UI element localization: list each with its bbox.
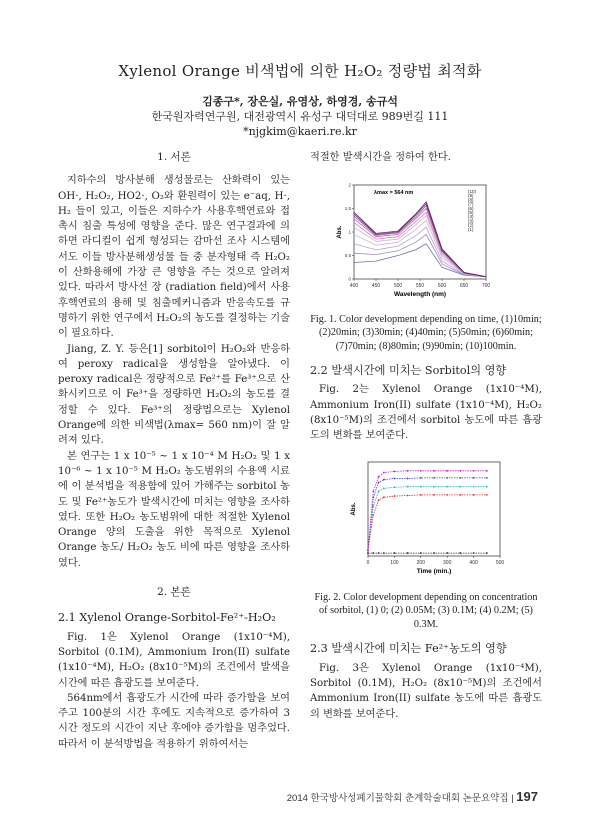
data-point (367, 549, 369, 551)
data-point (446, 477, 448, 479)
data-point (394, 486, 396, 488)
author-block (0, 94, 600, 139)
section-1-paragraph-1: 지하수의 방사분해 생성물로는 산화력이 있는 OH·, H₂O₂, HO2·, O₂와 환원력이 있는 e⁻aq, H·, H₂ 들이 있고, 이들은 지하수가 사용후핵연료와 접촉시 침출 특성에 영향을 준다. 많은 연구결과에 의하면 라디컬이 쉽게 형성되는 감마선 조사 시스템에서도 이들 방사분해생성물 들 중 분자형태 즉 H₂O₂이 산화용해에 가장 큰 영향을 주는 것으로 알려져 있다. 따라서 방사선 장 (radiation field)에서 사용후핵연료의 용해 및 침출메커니즘과 반응속도를 규명하기 위한 연구에서 H₂O₂의 농도를 결정하는 기술이 필요하다. (58, 175, 290, 340)
series-label: (10) (468, 189, 477, 195)
data-point (383, 478, 385, 480)
section-2-2-title: 2.2 발색시간에 미치는 Sorbitol의 영향 (310, 364, 507, 378)
y-tick-label: 0 (348, 276, 351, 282)
data-point (407, 469, 409, 471)
data-point (486, 469, 488, 471)
data-point (473, 477, 475, 479)
data-point (378, 490, 380, 492)
data-point (460, 469, 462, 471)
x-tick-label: 650 (459, 283, 469, 290)
series-label: (5) (468, 210, 474, 216)
right-column (310, 150, 542, 722)
figure-1-chart (310, 175, 542, 303)
left-column (58, 150, 290, 752)
affiliation: 한국원자력연구원, 대전광역시 유성구 대덕대로 989번길 111 (151, 110, 449, 123)
figure-1 (310, 175, 542, 308)
x-tick-label: 400 (349, 283, 359, 290)
data-point (407, 485, 409, 487)
x-axis-label: Time (min.) (416, 567, 452, 575)
data-point (473, 485, 475, 487)
data-point (407, 552, 409, 554)
x-tick-label: 200 (416, 559, 425, 566)
x-tick-label: 450 (371, 283, 381, 290)
page-number: 197 (516, 789, 538, 804)
page-footer: 2014 한국방사성폐기물학회 춘계학술대회 논문요약집 | 197 (286, 789, 538, 804)
y-axis-label: Abs. (351, 502, 357, 516)
section-1-title: 1. 서론 (157, 151, 191, 163)
x-tick-label: 600 (437, 283, 447, 290)
series-label: (6) (468, 206, 474, 212)
figure-1-caption: Fig. 1. Color development depending on time, (1)10min; (2)20min; (3)30min; (4)40min; (5)50min; (6)60min; (7)70min; (8)80min; (9)90min; (10)100min. (310, 313, 542, 352)
data-point (486, 494, 488, 496)
series-label: (1) (468, 227, 474, 233)
data-point (433, 494, 435, 496)
plot-frame (368, 462, 500, 556)
y-tick-label: 1.5 (344, 206, 351, 212)
data-point (460, 494, 462, 496)
data-point (383, 487, 385, 489)
x-tick-label: 550 (415, 283, 425, 290)
data-point (372, 552, 374, 554)
data-point (486, 552, 488, 554)
data-point (383, 496, 385, 498)
section-2-1-paragraph-1: Fig. 1은 Xylenol Orange (1x10⁻⁴M), Sorbitol (0.1M), Ammonium Iron(II) sulfate (1x10⁻⁴M), H₂O₂ (8x10⁻⁵M)의 조건에서 발색을 시간에 따른 흡광도를 보여준다. (58, 631, 290, 689)
x-tick-label: 700 (481, 283, 491, 290)
data-point (372, 490, 374, 492)
data-point (420, 469, 422, 471)
y-tick-label: 2 (348, 182, 351, 188)
section-2-title: 2. 본론 (157, 586, 191, 599)
data-point (460, 477, 462, 479)
data-point (383, 471, 385, 473)
data-point (446, 485, 448, 487)
series-label: (3) (468, 218, 474, 224)
authors: 김종구*, 장은실, 유영상, 하영경, 송규석 (202, 95, 398, 108)
data-point (460, 552, 462, 554)
data-point (420, 485, 422, 487)
data-point (394, 470, 396, 472)
figure-2-chart (310, 454, 542, 582)
x-tick-label: 400 (469, 559, 478, 566)
right-paragraph-0: 적절한 발색시간을 정하여 한다. (310, 152, 451, 163)
y-tick-label: 1 (348, 229, 351, 235)
data-point (446, 552, 448, 554)
footer-text: 2014 한국방사성폐기물학회 춘계학술대회 논문요약집 (286, 793, 509, 804)
y-tick-label: 0.5 (344, 253, 351, 259)
data-point (407, 477, 409, 479)
data-point (433, 552, 435, 554)
data-point (420, 552, 422, 554)
data-point (446, 469, 448, 471)
section-2-2-paragraph-1: Fig. 2는 Xylenol Orange (1x10⁻⁴M), Ammonium Iron(II) sulfate (1x10⁻⁴M), H₂O₂ (8x10⁻⁵M)의 조건에서 sorbitol 농도에 따른 흡광도의 변화를 보여준다. (310, 384, 542, 442)
data-point (473, 494, 475, 496)
section-2-1-paragraph-2: 564nm에서 흡광도가 시간에 따라 증가함을 보여주고 100분의 시간 후에도 지속적으로 증가하여 3시간 정도의 시간이 지난 후에야 증가함을 멈추었다. 따라서 이 분석방법을 적용하기 위하여서는 (58, 692, 290, 750)
data-point (378, 499, 380, 501)
section-1-paragraph-3: 본 연구는 1 x 10⁻⁵ ~ 1 x 10⁻⁴ M H₂O₂ 및 1 x 10⁻⁶ ~ 1 x 10⁻⁵ M H₂O₂ 농도범위의 수용액 시료에 이 분석법을 적용함에 있어 가해주는 sorbitol 농도 및 Fe²⁺농도가 발색시간에 미치는 영향을 조사하였다. 또한 H₂O₂ 농도범위에 대한 적절한 Xylenol Orange 양의 도출을 위한 목적으로 Xylenol Orange 농도/ H₂O₂ 농도 비에 따른 영향을 조사하였다. (58, 450, 290, 569)
data-point (433, 469, 435, 471)
data-point (446, 494, 448, 496)
data-point (420, 494, 422, 496)
series-label: (8) (468, 197, 474, 203)
data-point (378, 475, 380, 477)
data-point (378, 481, 380, 483)
figure-2-caption: Fig. 2. Color development depending on concentration of sorbitol, (1) 0; (2) 0.05M; (3) 0.1M; (4) 0.2M; (5) 0.3M. (314, 591, 538, 630)
x-tick-label: 0 (366, 559, 370, 566)
x-tick-label: 100 (390, 559, 399, 566)
series-label: (2) (468, 222, 474, 228)
data-point (378, 552, 380, 554)
x-axis-label: Wavelength (nm) (393, 291, 447, 299)
data-point (433, 485, 435, 487)
figure-2 (310, 454, 542, 587)
section-1-paragraph-2: Jiang, Z. Y. 등은[1] sorbitol이 H₂O₂와 반응하여 peroxy radical을 생성함을 알아냈다. 이 peroxy radical은 정량적으로 Fe²⁺를 Fe³⁺으로 산화시키므로 이 Fe³⁺을 정량하면 H₂O₂의 농도를 결정할 수 있다. Fe³⁺의 정량법으로는 Xylenol Orange에 의한 비색법(λmax= 560 nm)이 잘 알려져 있다. (58, 343, 290, 447)
data-point (486, 477, 488, 479)
section-2-1-title: 2.1 Xylenol Orange-Sorbitol-Fe²⁺-H₂O₂ (58, 611, 276, 625)
x-tick-label: 500 (393, 283, 403, 290)
x-tick-label: 300 (443, 559, 452, 566)
data-point (383, 552, 385, 554)
chart-annotation: λmax = 564 nm (374, 190, 414, 197)
section-2-3-paragraph-1: Fig. 3은 Xylenol Orange (1x10⁻⁴M), Sorbitol (0.1M), H₂O₂ (8x10⁻⁵M)의 조건에서 Ammonium Iron(II) sulfate 농도에 따른 흡광도의 변화를 보여준다. (310, 662, 542, 720)
page-title: Xylenol Orange 비색법에 의한 H₂O₂ 정량법 최적화 (118, 62, 482, 80)
x-tick-label: 500 (495, 559, 505, 566)
series-label: (4) (468, 214, 474, 220)
data-point (367, 552, 369, 554)
section-2-3-title: 2.3 발색시간에 미치는 Fe²⁺농도의 영향 (310, 642, 507, 656)
email: *njgkim@kaeri.re.kr (243, 125, 357, 138)
data-point (394, 477, 396, 479)
y-axis-label: Abs. (337, 225, 343, 239)
data-point (473, 552, 475, 554)
data-point (420, 477, 422, 479)
data-point (486, 485, 488, 487)
data-point (433, 477, 435, 479)
data-point (460, 485, 462, 487)
series-label: (9) (468, 193, 474, 199)
data-point (473, 469, 475, 471)
series-label: (7) (468, 201, 474, 207)
data-point (407, 494, 409, 496)
data-point (394, 552, 396, 554)
data-point (394, 495, 396, 497)
